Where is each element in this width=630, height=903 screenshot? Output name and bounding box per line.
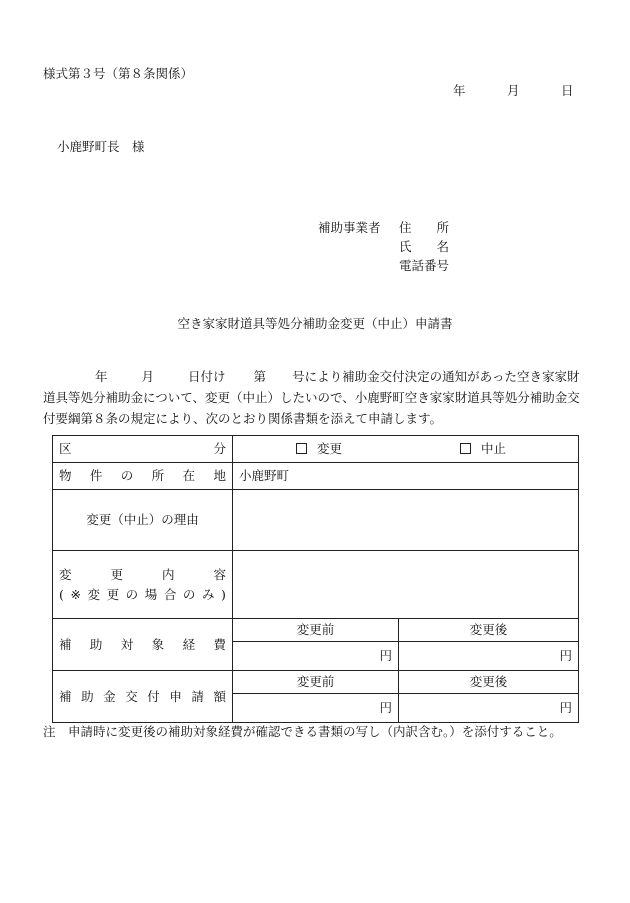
body-year: 年: [95, 369, 108, 384]
body-month: 月: [141, 369, 155, 384]
cost-after-yen: 円: [559, 648, 573, 664]
cost-before-header: 変更前: [233, 619, 399, 642]
content-sub-label: ( ※ 変 更 の 場 合 の み ): [59, 586, 226, 602]
document-title: 空き家家財道具等処分補助金変更（中止）申請書: [177, 316, 453, 331]
footnote: 注 申請時に変更後の補助対象経費が確認できる書類の写し（内訳含む。）を添付すること。: [43, 724, 562, 739]
location-label-cell: [53, 463, 233, 490]
location-label: 物 件 の 所 在 地: [59, 468, 226, 484]
row-amount-header: [53, 671, 579, 694]
row-category: [53, 436, 579, 463]
date-year-label: 年: [453, 83, 466, 98]
row-location: [53, 463, 579, 490]
form-number: 様式第３号（第８条関係）: [43, 66, 194, 81]
row-reason: [53, 490, 579, 551]
application-table: [52, 435, 579, 723]
reason-label: 変更（中止）の理由: [86, 512, 199, 528]
amount-label-cell: [53, 671, 233, 723]
location-value: 小鹿野町: [239, 468, 290, 484]
row-cost-header: [53, 619, 579, 642]
category-options-cell: [233, 436, 579, 463]
content-input-cell[interactable]: [233, 551, 579, 619]
amount-label: 補 助 金 交 付 申 請 額: [59, 688, 226, 704]
content-label: 変 更 内 容: [59, 566, 226, 582]
body-date-suffix: 日付け: [188, 369, 226, 384]
applicant-address-label: 住 所: [399, 220, 450, 235]
amount-after-input[interactable]: [399, 694, 579, 723]
content-label-cell: [53, 551, 233, 619]
reason-label-cell: [53, 490, 233, 551]
location-value-cell[interactable]: [233, 463, 579, 490]
date-day-label: 日: [561, 83, 574, 98]
cost-after-header: 変更後: [399, 619, 579, 642]
category-label-cell: [53, 436, 233, 463]
amount-after-header: 変更後: [399, 671, 579, 694]
cost-label-cell: [53, 619, 233, 671]
cancel-checkbox[interactable]: [460, 443, 471, 454]
applicant-phone-label: 電話番号: [399, 258, 450, 273]
body-rest: 号により補助金交付決定の通知があった空き家家財道具等処分補助金について、変更（中止）したいので、小鹿野町空き家家財道具等処分補助金交付要綱第８条の規定により、次のとおり関係書類を添えて申請します。: [43, 369, 580, 426]
category-label: 区 分: [59, 441, 226, 457]
date-month-label: 月: [507, 83, 520, 98]
cost-before-yen: 円: [379, 648, 392, 664]
applicant-label: 補助事業者: [318, 220, 381, 235]
cost-label: 補 助 対 象 経 費: [59, 636, 226, 652]
amount-before-yen: 円: [379, 700, 392, 716]
amount-before-input[interactable]: [233, 694, 399, 723]
amount-before-header: 変更前: [233, 671, 399, 694]
body-dai: 第: [253, 369, 267, 384]
cost-after-input[interactable]: [399, 642, 579, 671]
option-change[interactable]: 変更: [239, 441, 399, 457]
amount-after-yen: 円: [559, 700, 573, 716]
row-content: [53, 551, 579, 619]
applicant-name-label: 氏 名: [399, 239, 450, 254]
body-paragraph: [43, 366, 583, 429]
addressee: 小鹿野町長 様: [57, 139, 145, 154]
option-cancel[interactable]: 中止: [403, 441, 563, 457]
cost-before-input[interactable]: [233, 642, 399, 671]
change-checkbox[interactable]: [296, 443, 307, 454]
reason-input-cell[interactable]: [233, 490, 579, 551]
